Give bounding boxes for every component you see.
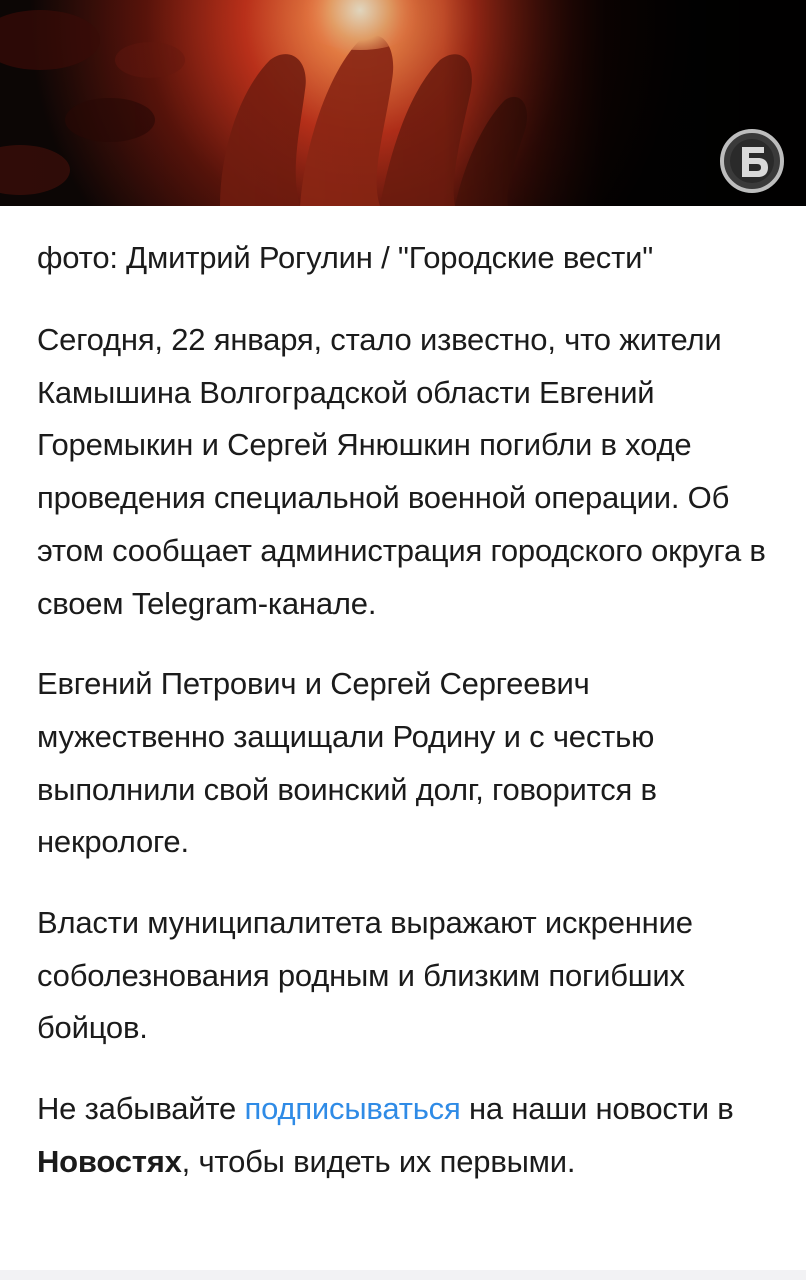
subscribe-link[interactable]: подписываться xyxy=(244,1091,461,1127)
gorodskie-vesti-logo xyxy=(720,129,784,193)
bottom-divider xyxy=(0,1270,806,1280)
photo-caption: фото: Дмитрий Рогулин / "Городские вести" xyxy=(37,240,653,275)
article-paragraph-2: Евгений Петрович и Сергей Сергеевич мужественно защищали Родину и с честью выполнили свой воинский долг, говорится в некрологе. xyxy=(37,666,657,860)
cta-text-before: Не забывайте xyxy=(37,1091,245,1127)
article-paragraph-3: Власти муниципалитета выражают искренние соболезнования родным и близким погибших бойцов. xyxy=(37,905,693,1046)
news-service-name: Новостях xyxy=(37,1143,182,1179)
subscribe-call-to-action xyxy=(37,1083,777,1188)
cta-text-middle: на наши новости в xyxy=(460,1091,734,1127)
article-paragraph-1: Сегодня, 22 января, стало известно, что жители Камышина Волгоградской области Евгений Горемыкин и Сергей Янюшкин погибли в ходе проведения специальной военной операции. Об этом сообщает администрация городского округа в своем Telegram-канале. xyxy=(37,322,766,621)
article-photo xyxy=(0,0,806,206)
candle-hand-photo xyxy=(0,0,806,206)
article-body xyxy=(37,232,777,1217)
cta-text-after: , чтобы видеть их первыми. xyxy=(181,1143,576,1179)
